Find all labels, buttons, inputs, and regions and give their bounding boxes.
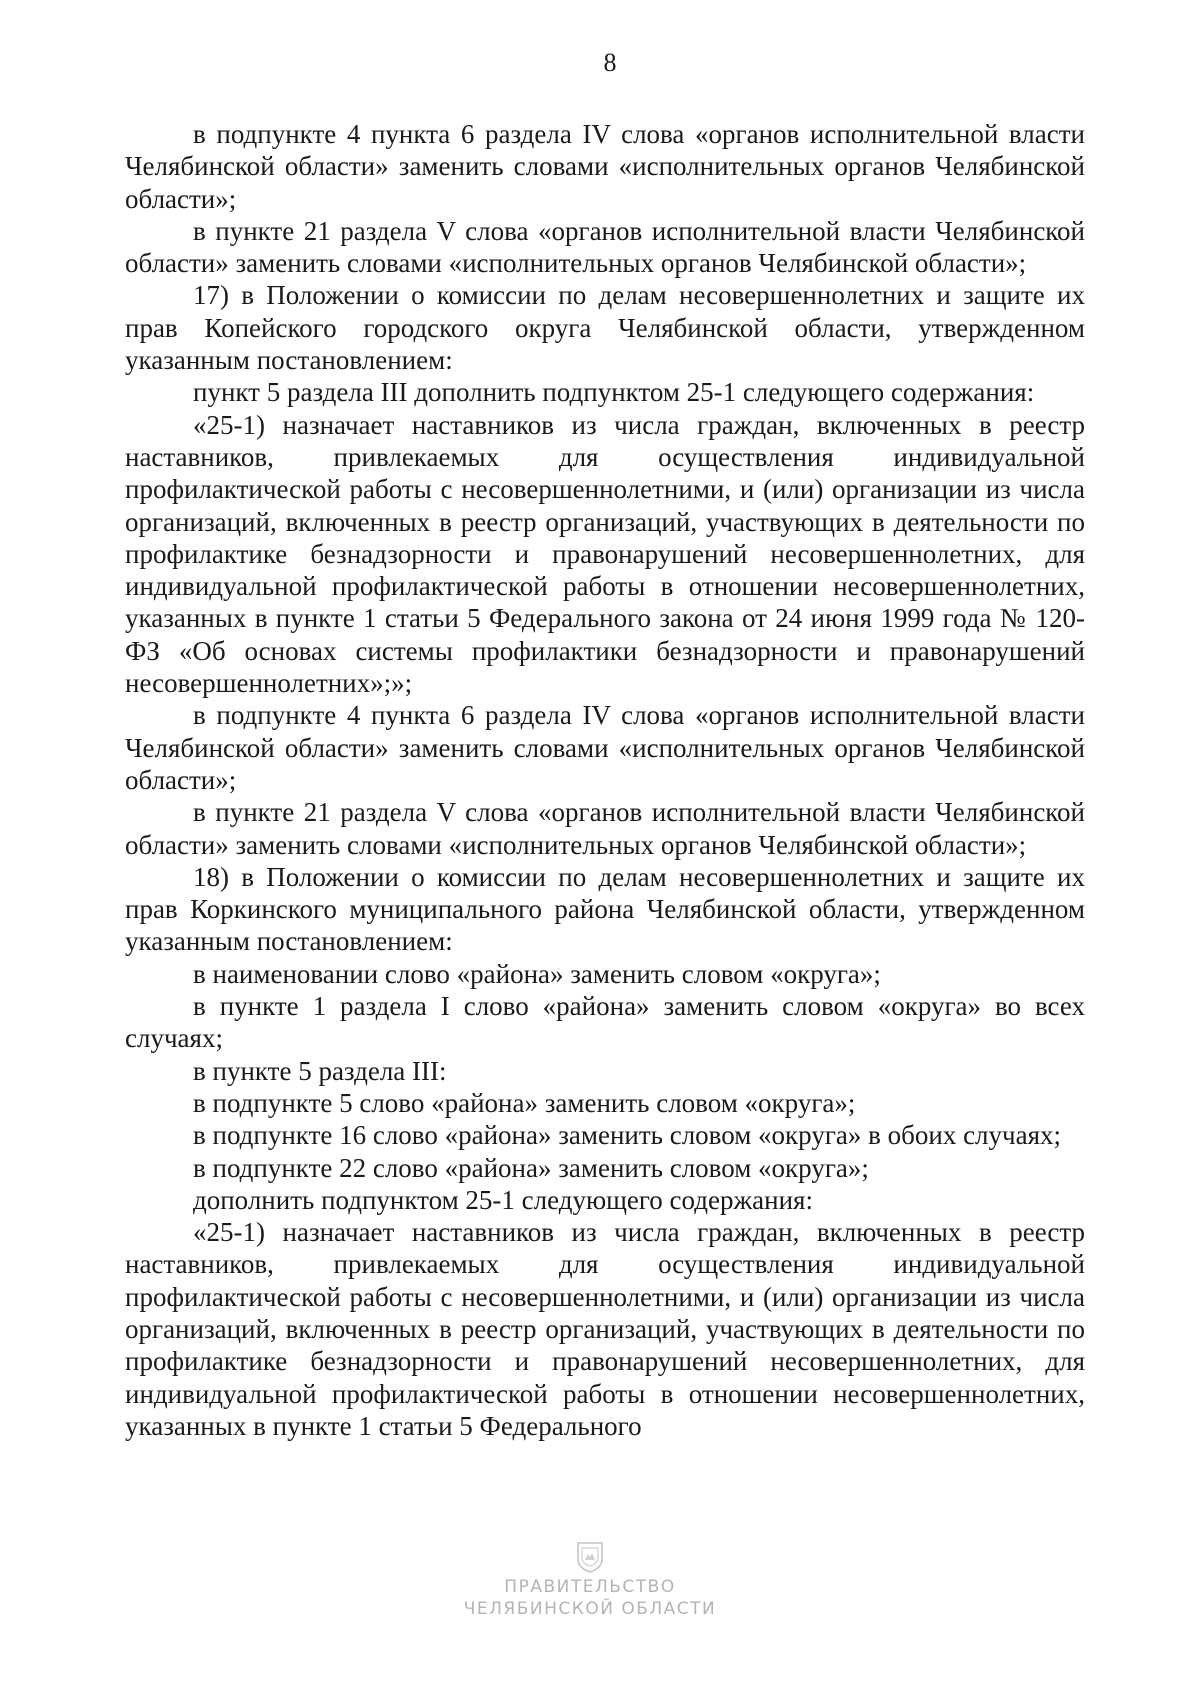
- government-watermark: [0, 1540, 1180, 1620]
- paragraph: 17) в Положении о комиссии по делам несовершеннолетних и защите их прав Копейского городского округа Челябинской области, утвержденном указанным постановлением:: [125, 280, 1085, 376]
- coat-of-arms-icon: [575, 1540, 605, 1574]
- document-body: [125, 118, 1085, 1442]
- paragraph: дополнить подпунктом 25-1 следующего содержания:: [193, 1184, 813, 1215]
- watermark-line-1: ПРАВИТЕЛЬСТВО: [504, 1577, 676, 1597]
- page-number: 8: [603, 48, 617, 77]
- paragraph: «25-1) назначает наставников из числа граждан, включенных в реестр наставников, привлекаемых для осуществления индивидуальной профилактической работы с несовершеннолетними, и (или) организации из числа организаций, включенных в реестр организаций, участвующих в деятельности по профилактике безнадзорности и правонарушений несовершеннолетних, для индивидуальной профилактической работы в отношении несовершеннолетних, указанных в пункте 1 статьи 5 Федерального закона от 24 июня 1999 года № 120-ФЗ «Об основах системы профилактики безнадзорности и правонарушений несовершеннолетних»;»;: [125, 409, 1085, 699]
- paragraph: пункт 5 раздела III дополнить подпунктом 25-1 следующего содержания:: [193, 377, 1035, 408]
- paragraph: в подпункте 4 пункта 6 раздела IV слова «органов исполнительной власти Челябинской области» заменить словами «исполнительных органов Челябинской области»;: [125, 700, 1085, 795]
- paragraph: в подпункте 4 пункта 6 раздела IV слова «органов исполнительной власти Челябинской области» заменить словами «исполнительных органов Челябинской области»;: [125, 119, 1085, 214]
- paragraph: в подпункте 16 слово «района» заменить словом «округа» в обоих случаях;: [193, 1120, 1062, 1151]
- paragraph: «25-1) назначает наставников из числа граждан, включенных в реестр наставников, привлекаемых для осуществления индивидуальной профилактической работы с несовершеннолетними, и (или) организации из числа организаций, включенных в реестр организаций, участвующих в деятельности по профилактике безнадзорности и правонарушений несовершеннолетних, для индивидуальной профилактической работы в отношении несовершеннолетних, указанных в пункте 1 статьи 5 Федерального: [125, 1217, 1085, 1441]
- paragraph: в подпункте 5 слово «района» заменить словом «округа»;: [193, 1087, 856, 1118]
- paragraph: в пункте 1 раздела I слово «района» заменить словом «округа» во всех случаях;: [125, 991, 1085, 1054]
- paragraph: в подпункте 22 слово «района» заменить словом «округа»;: [193, 1152, 869, 1183]
- paragraph: в пункте 21 раздела V слова «органов исполнительной власти Челябинской области» заменить словами «исполнительных органов Челябинской области»;: [125, 797, 1085, 860]
- watermark-line-2: ЧЕЛЯБИНСКОЙ ОБЛАСТИ: [463, 1599, 717, 1619]
- paragraph: в пункте 21 раздела V слова «органов исполнительной власти Челябинской области» заменить словами «исполнительных органов Челябинской области»;: [125, 215, 1085, 279]
- paragraph: в пункте 5 раздела III:: [193, 1055, 447, 1086]
- paragraph: 18) в Положении о комиссии по делам несовершеннолетних и защите их прав Коркинского муниципального района Челябинской области, утвержденном указанным постановлением:: [125, 861, 1085, 957]
- paragraph: в наименовании слово «района» заменить словом «округа»;: [193, 958, 881, 989]
